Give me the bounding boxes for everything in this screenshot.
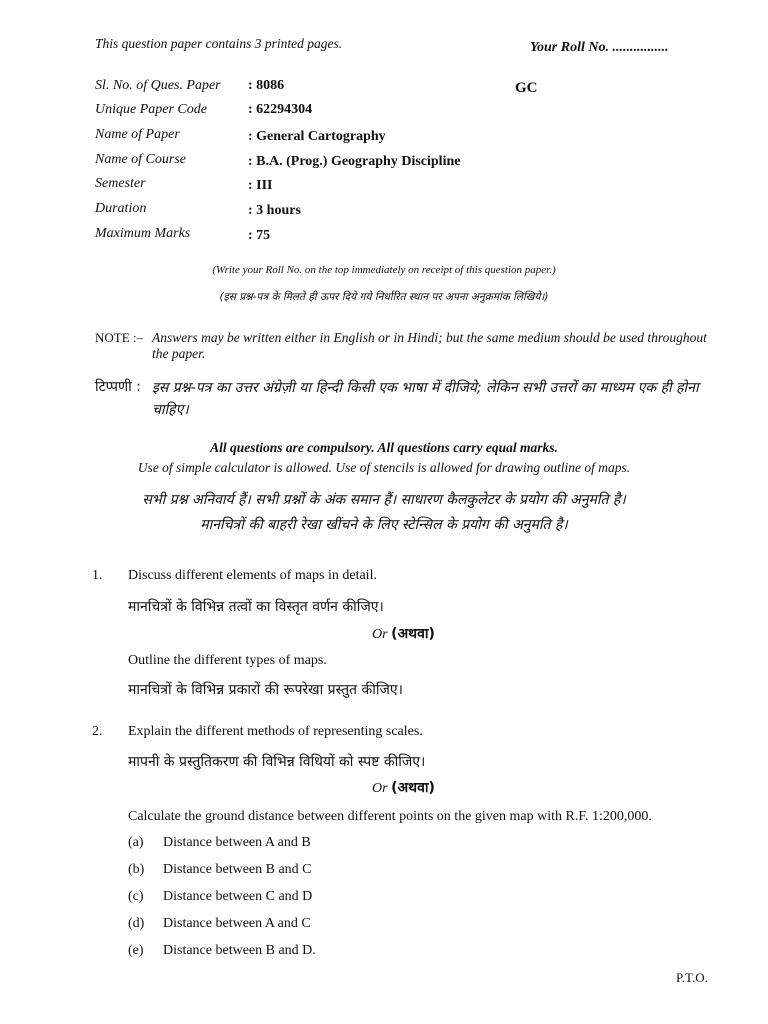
meta-value-duration: : 3 hours <box>248 203 301 218</box>
meta-value-paper-name: : General Cartography <box>248 129 386 144</box>
or-label-en: Or <box>372 781 388 796</box>
question-1-alt-en: Outline the different types of maps. <box>128 653 327 668</box>
roll-instruction-en: (Write your Roll No. on the top immediately on receipt of this question paper.) <box>212 264 556 276</box>
compulsory-note-hi: सभी प्रश्न अनिवार्य हैं। सभी प्रश्नों के अंक समान हैं। साधारण कैलकुलेटर के प्रयोग की अनुमति है। <box>142 492 626 508</box>
meta-label-semester: Semester <box>95 176 146 191</box>
note-text: Answers may be written either in English or in Hindi; but the same medium should be used throughout the paper. <box>152 330 707 361</box>
question-1-text-en: Discuss different elements of maps in detail. <box>128 568 377 583</box>
roll-instruction-hi: (इस प्रश्न-पत्र के मिलते ही ऊपर दिये गये निर्धारित स्थान पर अपना अनुक्रमांक लिखिये।) <box>219 291 549 303</box>
question-1-text-hi: मानचित्रों के विभिन्न तत्वों का विस्तृत वर्णन कीजिए। <box>128 599 384 615</box>
part-b-text: Distance between B and C <box>163 862 312 877</box>
compulsory-note-en <box>0 440 768 456</box>
meta-value-paper-code: : 62294304 <box>248 102 313 117</box>
part-c-label: (c) <box>128 889 144 904</box>
tippani-text: इस प्रश्न-पत्र का उत्तर अंग्रेज़ी या हिन्दी किसी एक भाषा में दीजिये; लेकिन सभी उत्तरों का माध्यम एक ही होना चाहिए। <box>152 380 699 418</box>
part-a-text: Distance between A and B <box>163 835 311 850</box>
calculator-note-en: Use of simple calculator is allowed. Use of stencils is allowed for drawing outline of maps. <box>137 460 631 475</box>
roll-number-field: Your Roll No. ................ <box>530 40 669 55</box>
question-2-alt-en: Calculate the ground distance between different points on the given map with R.F. 1:200,000. <box>128 809 652 824</box>
question-1-alt-hi: मानचित्रों के विभिन्न प्रकारों की रूपरेखा प्रस्तुत कीजिए। <box>128 682 403 698</box>
meta-value-serial: : 8086 <box>248 78 285 93</box>
or-label-en: Or <box>372 627 388 642</box>
meta-label-serial: Sl. No. of Ques. Paper <box>95 78 221 93</box>
meta-value-course: : B.A. (Prog.) Geography Discipline <box>248 154 461 169</box>
compulsory-note-en-text: All questions are compulsory. All questions carry equal marks. <box>210 440 558 455</box>
meta-label-paper-code: Unique Paper Code <box>95 102 207 117</box>
printed-pages-note: This question paper contains 3 printed pages. <box>95 36 343 51</box>
meta-label-max-marks: Maximum Marks <box>95 226 191 241</box>
meta-label-duration: Duration <box>95 201 147 216</box>
paper-code-badge: GC <box>515 80 538 96</box>
meta-label-paper-name: Name of Paper <box>95 127 180 142</box>
or-label-hi: (अथवा) <box>391 780 435 796</box>
part-d-text: Distance between A and C <box>163 916 311 931</box>
tippani-label: टिप्पणी : <box>95 379 141 395</box>
note-label: NOTE :– <box>95 330 144 345</box>
meta-value-max-marks: : 75 <box>248 228 271 243</box>
or-label-hi: (अथवा) <box>391 626 435 642</box>
part-e-label: (e) <box>128 943 144 958</box>
part-b-label: (b) <box>128 862 145 877</box>
question-1-or <box>372 624 435 643</box>
pto-label: P.T.O. <box>676 970 708 985</box>
question-2-or <box>372 778 435 797</box>
stencil-note-hi: मानचित्रों की बाहरी रेखा खींचने के लिए स्टेन्सिल के प्रयोग की अनुमति है। <box>200 517 568 533</box>
question-2-text-en: Explain the different methods of representing scales. <box>128 724 423 739</box>
meta-label-course: Name of Course <box>95 152 186 167</box>
part-d-label: (d) <box>128 916 145 931</box>
part-a-label: (a) <box>128 835 144 850</box>
question-2-number: 2. <box>92 724 103 739</box>
question-2-text-hi: मापनी के प्रस्तुतिकरण की विभिन्न विधियों को स्पष्ट कीजिए। <box>128 754 426 770</box>
part-e-text: Distance between B and D. <box>163 943 316 958</box>
question-1-number: 1. <box>92 568 103 583</box>
meta-value-semester: : III <box>248 178 273 193</box>
part-c-text: Distance between C and D <box>163 889 313 904</box>
